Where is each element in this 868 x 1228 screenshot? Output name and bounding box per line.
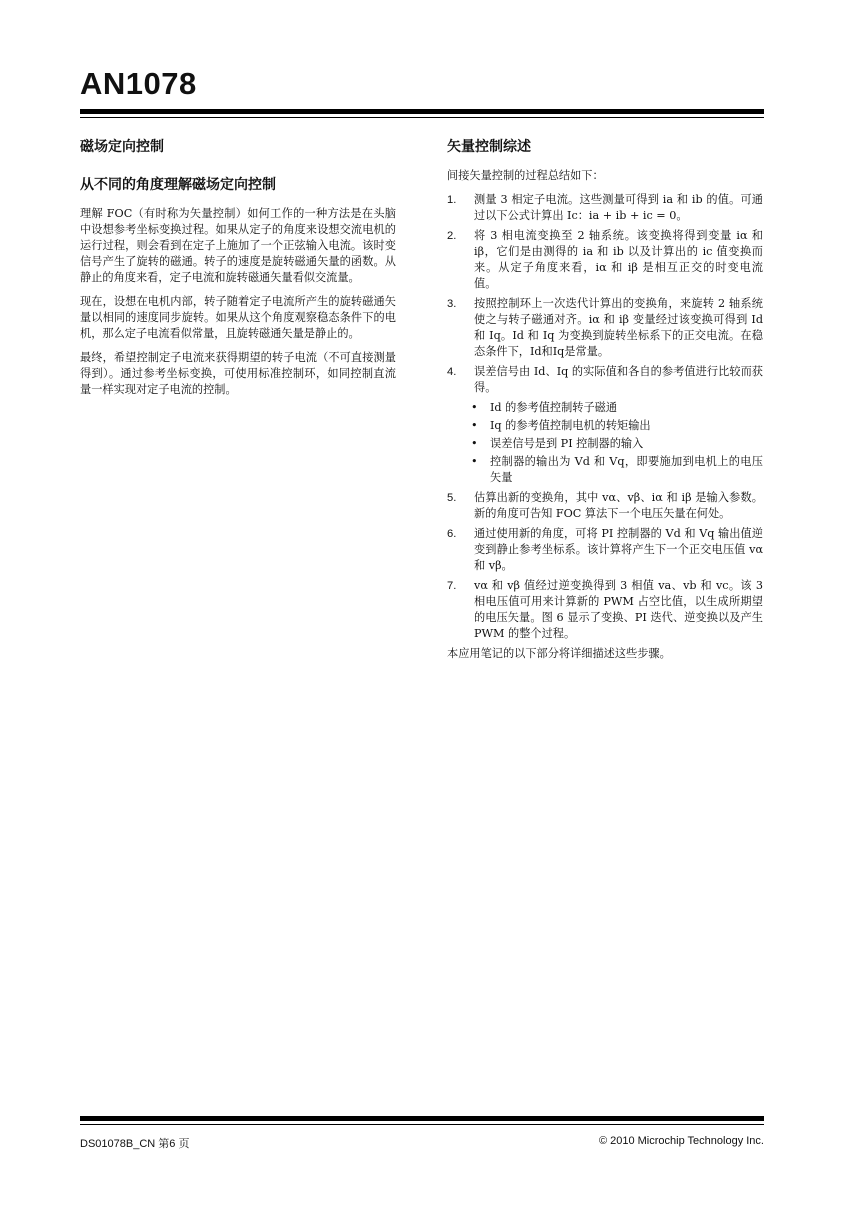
step-number: 6. [447, 528, 457, 540]
footer-rule-thick [80, 1116, 764, 1121]
subsection-heading: 从不同的角度理解磁场定向控制 [80, 177, 276, 193]
bullet-list [447, 400, 763, 486]
document-title: AN1078 [80, 66, 197, 101]
page-number: DS01078B_CN 第6 页 [80, 1138, 190, 1150]
bullets-container [447, 400, 763, 486]
left-column [80, 136, 396, 406]
paragraph-3: 最终，希望控制定子电流来获得期望的转子电流（不可直接测量得到）。通过参考坐标变换，可使用标准控制环，如同控制直流量一样实现对定子电流的控制。 [80, 351, 396, 396]
step-item [447, 228, 763, 292]
step-item [447, 526, 763, 574]
step-text: 测量 3 相定子电流。这些测量可得到 ia 和 ib 的值。可通过以下公式计算出 Ic：ia + ib + ic = 0。 [474, 193, 763, 222]
right-column [447, 136, 763, 670]
bullet-text: Id 的参考值控制转子磁通 [490, 401, 618, 414]
bullet-icon: • [471, 455, 478, 468]
header-rule-thick [80, 109, 764, 114]
bullet-item [447, 400, 763, 416]
step-item [447, 578, 763, 642]
step-text: 误差信号由 Id、Iq 的实际值和各自的参考值进行比较而获得。 [474, 365, 763, 394]
bullet-icon: • [471, 401, 478, 414]
copyright: © 2010 Microchip Technology Inc. [598, 1135, 764, 1147]
step-item [447, 490, 763, 522]
paragraph-2: 现在，设想在电机内部，转子随着定子电流所产生的旋转磁通矢量以相同的速度同步旋转。如果从这个角度观察稳态条件下的电机，那么定子电流看似常量，且旋转磁通矢量是静止的。 [80, 295, 396, 340]
paragraph-1: 理解 FOC（有时称为矢量控制）如何工作的一种方法是在头脑中设想参考坐标变换过程。如果从定子的角度来设想交流电机的运行过程，则会看到在定子上施加了一个正弦输入电流。该时变信号产生了旋转的磁通。转子的速度是旋转磁通矢量的函数。从静止的角度来看，定子电流和旋转磁通矢量看似交流量。 [80, 207, 396, 284]
step-text: 将 3 相电流变换至 2 轴系统。该变换将得到变量 iα 和 iβ，它们是由测得的 ia 和 ib 以及计算出的 ic 值变换而来。从定子角度来看，iα 和 iβ 是相互正交的时变电流值。 [474, 229, 763, 290]
intro-text: 间接矢量控制的过程总结如下： [447, 169, 604, 182]
steps-list [447, 192, 763, 642]
bullet-icon: • [471, 437, 478, 450]
step-item [447, 296, 763, 360]
bullet-item [447, 436, 763, 452]
step-number: 3. [447, 298, 457, 310]
step-item [447, 192, 763, 224]
step-number: 5. [447, 492, 457, 504]
step-text: 按照控制环上一次迭代计算出的变换角，来旋转 2 轴系统使之与转子磁通对齐。iα 和 iβ 变量经过该变换可得到 Id 和 Iq。Id 和 Iq 为变换到旋转坐标系下的正交电流。在稳态条件下，Id和Iq是常量。 [474, 297, 763, 358]
bullet-item [447, 418, 763, 434]
step-number: 2. [447, 230, 457, 242]
bullet-item [447, 454, 763, 486]
section-heading-vector-control: 矢量控制综述 [447, 139, 531, 155]
step-text: 估算出新的变换角，其中 vα、vβ、iα 和 iβ 是输入参数。新的角度可告知 FOC 算法下一个电压矢量在何处。 [474, 491, 763, 520]
step-item [447, 364, 763, 396]
step-number: 4. [447, 366, 457, 378]
header-rule-thin [80, 117, 764, 118]
step-number: 1. [447, 194, 457, 206]
section-heading: 磁场定向控制 [80, 139, 164, 155]
bullet-text: Iq 的参考值控制电机的转矩输出 [490, 419, 651, 432]
footer-rule-thin [80, 1124, 764, 1125]
bullet-icon: • [471, 419, 478, 432]
step-text: vα 和 vβ 值经过逆变换得到 3 相值 va、vb 和 vc。该 3 相电压值可用来计算新的 PWM 占空比值，以生成所期望的电压矢量。图 6 显示了变换、PI 迭代、逆变换以及产生 PWM 的整个过程。 [474, 579, 763, 640]
bullet-text: 控制器的输出为 Vd 和 Vq，即要施加到电机上的电压矢量 [490, 455, 763, 484]
step-text: 通过使用新的角度，可将 PI 控制器的 Vd 和 Vq 输出值逆变到静止参考坐标系。该计算将产生下一个正交电压值 vα 和 vβ。 [474, 527, 763, 572]
step-number: 7. [447, 580, 457, 592]
outro-text: 本应用笔记的以下部分将详细描述这些步骤。 [447, 647, 671, 660]
bullet-text: 误差信号是到 PI 控制器的输入 [490, 437, 644, 450]
